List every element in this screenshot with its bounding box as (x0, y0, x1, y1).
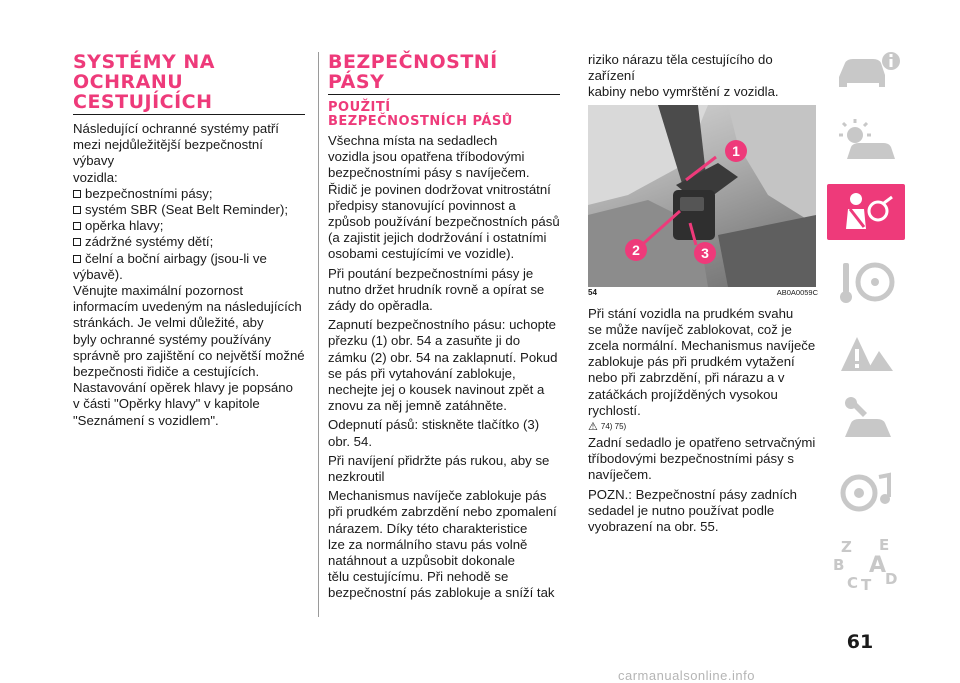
wrench-car-icon[interactable] (827, 394, 905, 450)
paragraph-line: nechejte jej o kousek navinout zpět a (328, 382, 545, 398)
paragraph-line: Mechanismus navíječe zablokuje pás (328, 488, 547, 504)
title-rule (73, 114, 305, 115)
paragraph-line: se může navíječ zablokovat, což je (588, 321, 792, 337)
paragraph-line: Nastavování opěrek hlavy je popsáno (73, 380, 293, 396)
paragraph-line: Zadní sedadlo je opatřeno setrvačnými (588, 435, 816, 451)
figure-code: AB0A0059C (776, 287, 818, 297)
checkbox-bullet-icon (73, 190, 81, 198)
paragraph-line: zablokuje pás při prudkém vytažení (588, 354, 795, 370)
intro-line: Následující ochranné systémy patří (73, 121, 279, 136)
paragraph-line: informacím uvedeným na následujících (73, 299, 302, 315)
index-letter: C (847, 574, 859, 592)
paragraph-line: Řidič je povinen dodržovat vnitrostátní (328, 181, 551, 197)
index-letter: Z (841, 538, 852, 556)
figure-caption (588, 288, 818, 298)
paragraph-line: Odepnutí pásů: stiskněte tlačítko (3) (328, 417, 540, 433)
paragraph-line: bezpečnosti řidiče a cestujících. (73, 364, 260, 380)
paragraph-line: bezpečnostními pásy s navíječem. (328, 165, 530, 181)
subsection-title-belt-use: POUŽITÍ BEZPEČNOSTNÍCH PÁSŮ (328, 100, 513, 129)
paragraph-line: nezkroutil (328, 469, 385, 485)
paragraph-line: zády do opěradla. (328, 298, 433, 314)
list-item: zádržné systémy dětí; (73, 234, 305, 250)
checkbox-bullet-icon (73, 206, 81, 214)
section-title-seatbelts: BEZPEČNOSTNÍ PÁSY (328, 51, 498, 93)
warning-triangle-icon: ⚠ (588, 421, 598, 434)
paragraph-line: osobami cestujícími ve vozidle). (328, 246, 515, 262)
paragraph-line: zcela normální. Mechanismus navíječe (588, 338, 816, 354)
paragraph-line: navíječem. (588, 467, 652, 483)
paragraph-line: způsob používání bezpečnostních pásů (328, 214, 560, 230)
key-steering-icon[interactable] (827, 254, 905, 310)
list-item: opěrka hlavy; (73, 218, 305, 234)
list-item: čelní a boční airbagy (jsou-li ve (73, 251, 305, 267)
intro-line: mezi nejdůležitější bezpečnostní výbavy (73, 137, 263, 169)
checkbox-bullet-icon (73, 222, 81, 230)
paragraph-line: nutno držet hrudník rovně a opírat se (328, 281, 545, 297)
paragraph-line: nárazem. Díky této charakteristice (328, 520, 528, 536)
column-seatbelts (328, 52, 560, 602)
checkbox-bullet-icon (73, 255, 81, 263)
paragraph-line: Věnujte maximální pozornost (73, 283, 244, 299)
column-divider (318, 52, 319, 617)
page-number: 61 (846, 631, 874, 653)
index-letter: E (879, 536, 890, 554)
paragraph-line: nebo při zabrzdění, při nárazu a v (588, 370, 785, 386)
callout-label: 1 (732, 142, 740, 159)
paragraph-line: přezku (1) obr. 54 a zasuňte ji do (328, 333, 521, 349)
index-letters-icon[interactable] (827, 536, 905, 592)
index-letter: A (869, 553, 887, 578)
paragraph-line: obr. 54. (328, 433, 372, 449)
column-seatbelts-continued (588, 52, 818, 535)
paragraph-line: správně pro zajištění co největší možné (73, 347, 305, 363)
callout-label: 3 (701, 244, 709, 261)
paragraph-line: předpisy stanovující povinnost a (328, 197, 516, 213)
paragraph-line: Při navíjení přidržte pás rukou, aby se (328, 452, 550, 468)
paragraph-line: vyobrazení na obr. 55. (588, 519, 719, 535)
figure-number: 54 (588, 287, 597, 297)
paragraph-line: POZN.: Bezpečnostní pásy zadních (588, 486, 797, 502)
checkbox-bullet-icon (73, 238, 81, 246)
paragraph-line: vozidla jsou opatřena tříbodovými (328, 149, 525, 165)
seatbelt-buckle-illustration (588, 105, 816, 287)
paragraph-line: Všechna místa na sedadlech (328, 133, 498, 148)
dashboard-lights-icon[interactable] (827, 114, 905, 170)
paragraph-line: Zapnutí bezpečnostního pásu: uchopte (328, 317, 557, 333)
paragraph-line: rychlostí. (588, 402, 641, 418)
paragraph-line: (a zajistit jejich dodržování i ostatními (328, 230, 547, 246)
intro-line: vozidla: (73, 169, 118, 185)
callout-label: 2 (632, 241, 640, 258)
paragraph-line: znovu za něj jemně zatáhněte. (328, 398, 507, 414)
list-item: bezpečnostními pásy; (73, 186, 305, 202)
multimedia-icon[interactable] (827, 464, 905, 520)
paragraph-line: Při stání vozidla na prudkém svahu (588, 305, 794, 321)
paragraph-line: zámku (2) obr. 54 na zaklapnutí. Pokud (328, 349, 558, 365)
watermark: carmanualsonline.info (618, 668, 755, 683)
list-item: systém SBR (Seat Belt Reminder); (73, 202, 305, 218)
paragraph-line: lze za normálního stavu pás volně (328, 536, 528, 552)
column-protection-systems (73, 52, 305, 429)
index-letter: T (861, 576, 872, 594)
paragraph-line: natáhnout a uzpůsobit dokonale (328, 553, 515, 569)
index-letter: B (833, 556, 845, 574)
warning-road-icon[interactable] (827, 324, 905, 380)
list-item-continuation: výbavě). (73, 266, 123, 282)
seatbelt-figure (588, 105, 816, 287)
paragraph-line: bezpečnostní pás zablokuje a sníží tak (328, 585, 555, 601)
seatbelt-airbag-icon[interactable] (827, 184, 905, 240)
paragraph-line: při prudkém zabrzdění nebo zpomalení (328, 504, 557, 520)
paragraph-line: kabiny nebo vymrštění z vozidla. (588, 84, 779, 100)
index-letter: D (885, 570, 898, 588)
paragraph-line: riziko nárazu těla cestujícího do zařízení (588, 52, 773, 84)
paragraph-line: sedadel je nutno používat podle (588, 502, 775, 518)
car-info-icon[interactable] (827, 44, 905, 100)
paragraph-line: byly ochranné systémy používány (73, 331, 271, 347)
paragraph-line: "Seznámení s vozidlem". (73, 412, 219, 428)
paragraph-line: tříbodovými bezpečnostními pásy s (588, 451, 794, 467)
paragraph-line: tělu cestujícímu. Při nehodě se (328, 569, 509, 585)
title-rule (328, 94, 560, 95)
section-title-protection: SYSTÉMY NA OCHRANU CESTUJÍCÍCH (73, 51, 215, 113)
paragraph-line: Při poutání bezpečnostními pásy je (328, 265, 534, 281)
paragraph-line: se pás při vytahování zablokuje, (328, 365, 516, 381)
paragraph-line: v části "Opěrky hlavy" v kapitole (73, 396, 260, 412)
warning-reference: ⚠ 74) 75) (588, 421, 627, 434)
paragraph-line: stránkách. Je velmi důležité, aby (73, 315, 264, 331)
paragraph-line: zatáčkách projížděných vysokou (588, 386, 778, 402)
